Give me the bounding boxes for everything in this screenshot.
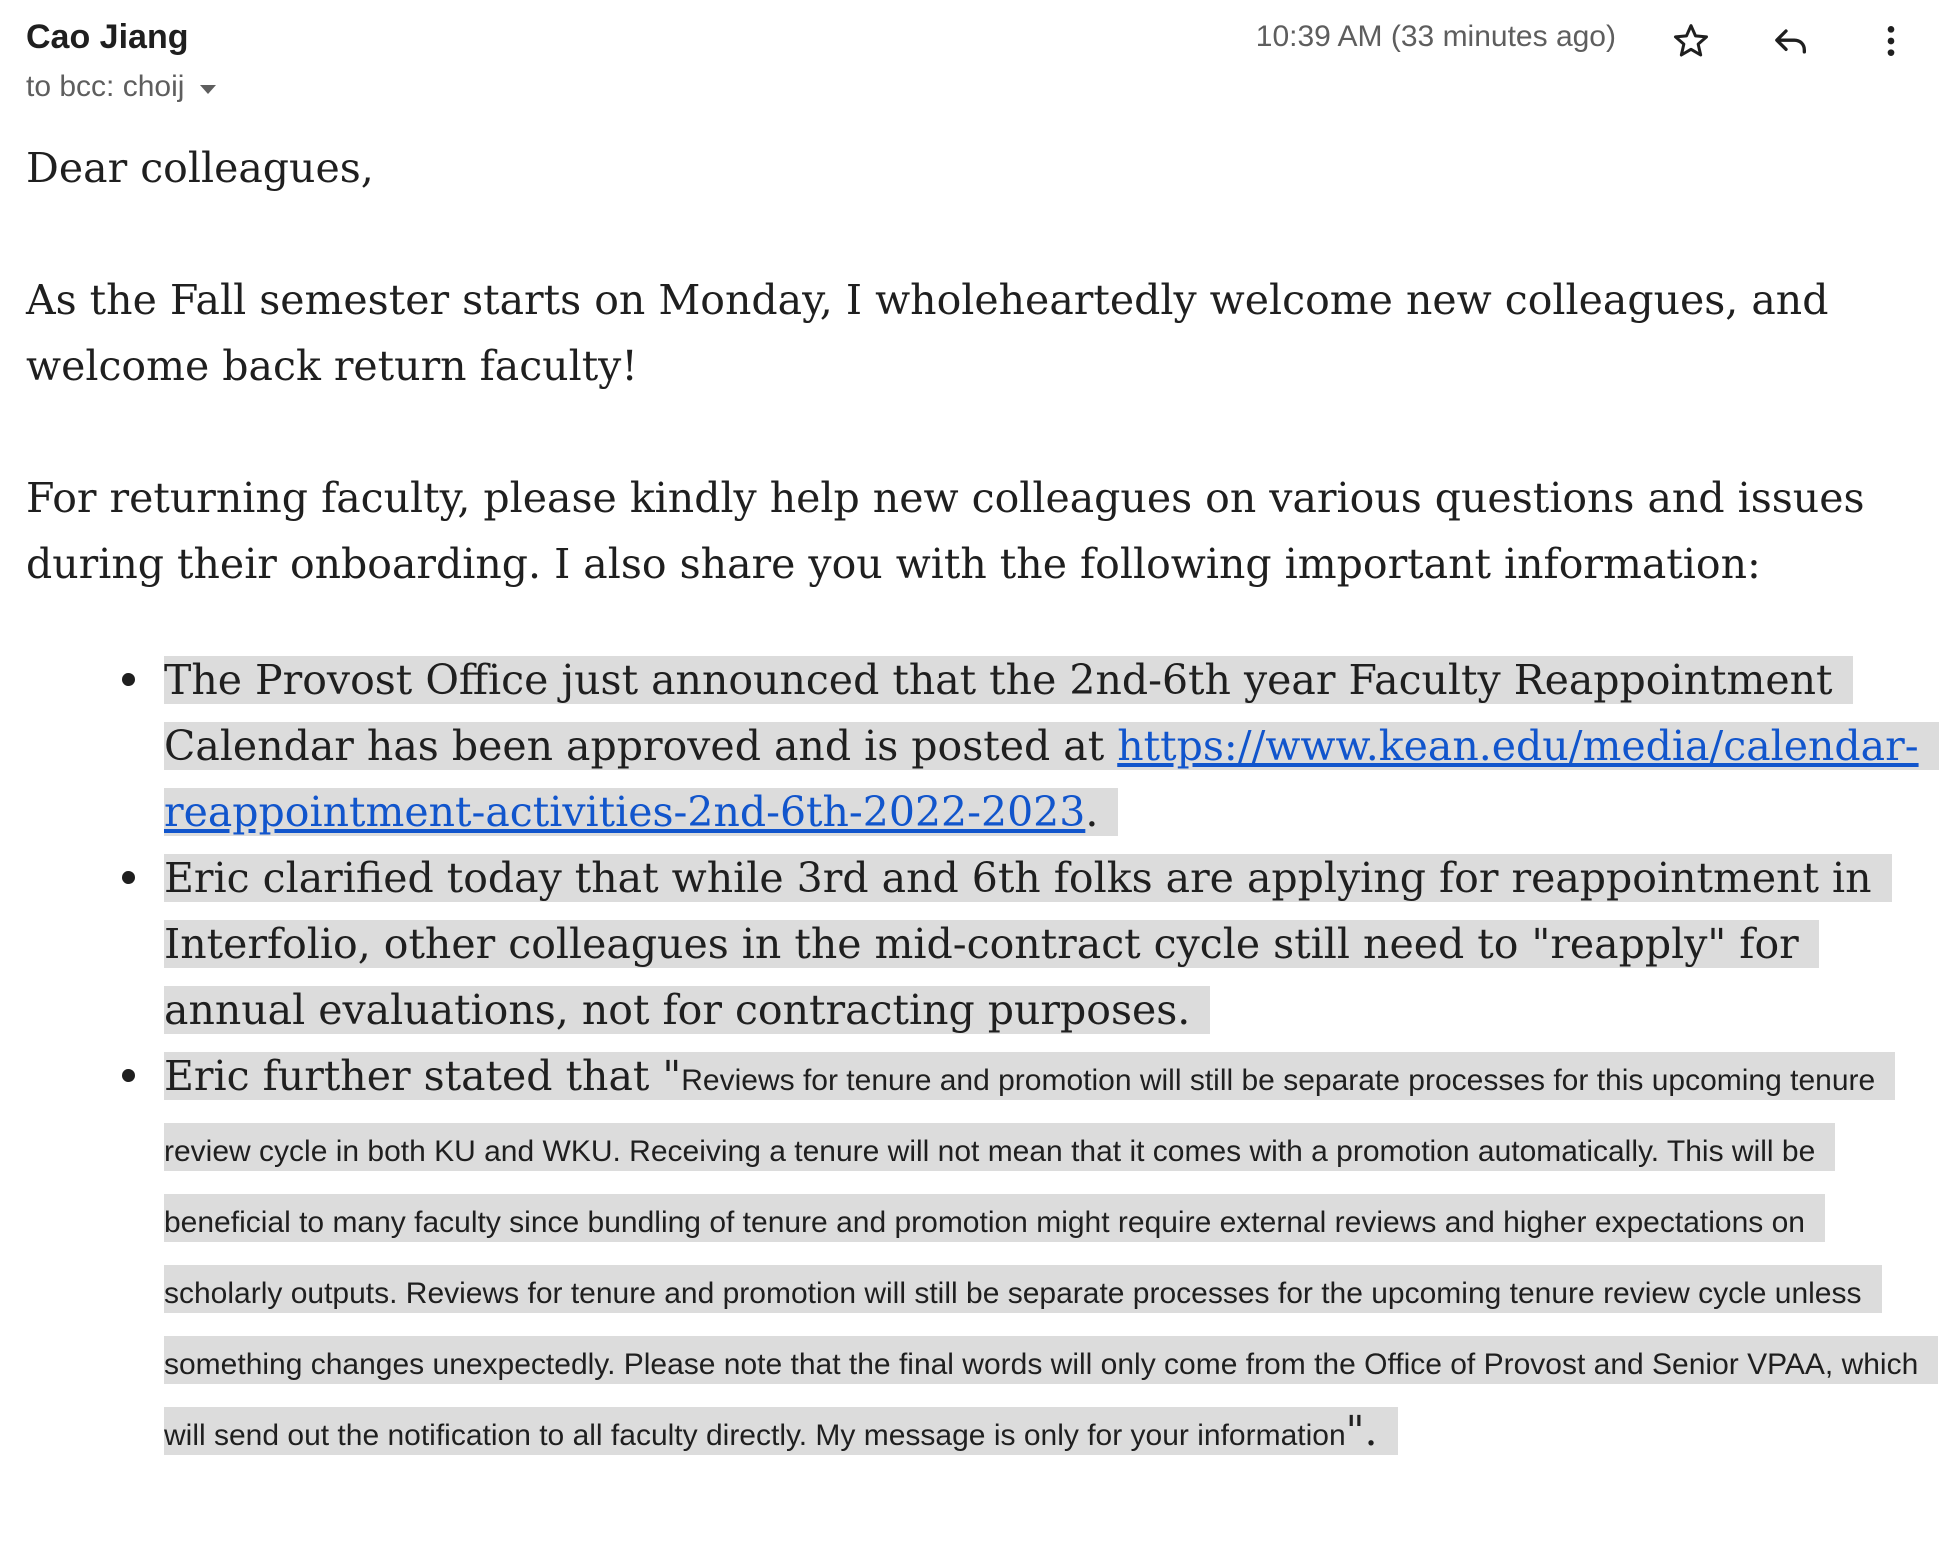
reply-button[interactable] <box>1766 16 1816 66</box>
sender-name[interactable]: Cao Jiang <box>26 18 189 56</box>
bullet-text <box>164 656 1939 836</box>
more-options-button[interactable] <box>1866 16 1916 66</box>
quoted-statement: Reviews for tenure and promotion will still be separate processes for this upcoming tenure review cycle in both KU and WKU. Receiving a tenure will not mean that it comes with a promotion automatically. This will be beneficial to many faculty since bundling of tenure and promotion might require external reviews and higher expectations on scholarly outputs. Reviews for tenure and promotion will still be separate processes for the upcoming tenure review cycle unless something changes unexpectedly. Please note that the final words will only come from the Office of Provost and Senior VPAA, which will send out the notification to all faculty directly. My message is only for your information <box>164 1064 1919 1452</box>
bullet-text-before: The Provost Office just announced that the 2nd-6th year Faculty Reappointment Calendar has been approved and is posted at <box>164 656 1833 770</box>
recipient-text: to bcc: choij <box>26 70 185 103</box>
info-paragraph: For returning faculty, please kindly help new colleagues on various questions and issues during their onboarding. I also share you with the following important information: <box>26 474 1865 588</box>
bullet-dot <box>122 673 135 686</box>
message-header <box>0 0 1946 130</box>
star-button[interactable] <box>1666 16 1716 66</box>
bullet-dot <box>122 871 135 884</box>
bullet-text: Eric clarified today that while 3rd and 6th folks are applying for reappointment in Interfolio, other colleagues in the mid-contract cycle still need to "reapply" for annual evaluations, not for contracting purposes. <box>164 854 1892 1034</box>
message-timestamp: 10:39 AM (33 minutes ago) <box>1255 20 1616 53</box>
reply-icon <box>1771 21 1811 61</box>
chevron-down-icon[interactable] <box>200 85 216 94</box>
recipient-details-toggle[interactable] <box>26 70 216 104</box>
message-body <box>26 135 1926 1469</box>
bullet-dot <box>122 1069 135 1082</box>
info-bullet-list <box>26 647 1926 1469</box>
bullet-text-before: Eric further stated that " <box>164 1052 682 1100</box>
bullet-text-after: . <box>1085 788 1099 836</box>
bullet-text-after: ". <box>1345 1407 1378 1455</box>
greeting: Dear colleagues, <box>26 144 374 192</box>
list-item <box>164 845 1926 1043</box>
calendar-link[interactable]: https://www.kean.edu/media/calendar-reappointment-activities-2nd-6th-2022-2023 <box>164 722 1919 836</box>
bullet-text <box>164 1052 1938 1455</box>
list-item <box>164 647 1926 845</box>
star-icon <box>1671 21 1711 61</box>
welcome-paragraph: As the Fall semester starts on Monday, I wholeheartedly welcome new colleagues, and welcome back return faculty! <box>26 276 1829 390</box>
list-item <box>164 1043 1926 1469</box>
more-vert-icon <box>1871 21 1911 61</box>
